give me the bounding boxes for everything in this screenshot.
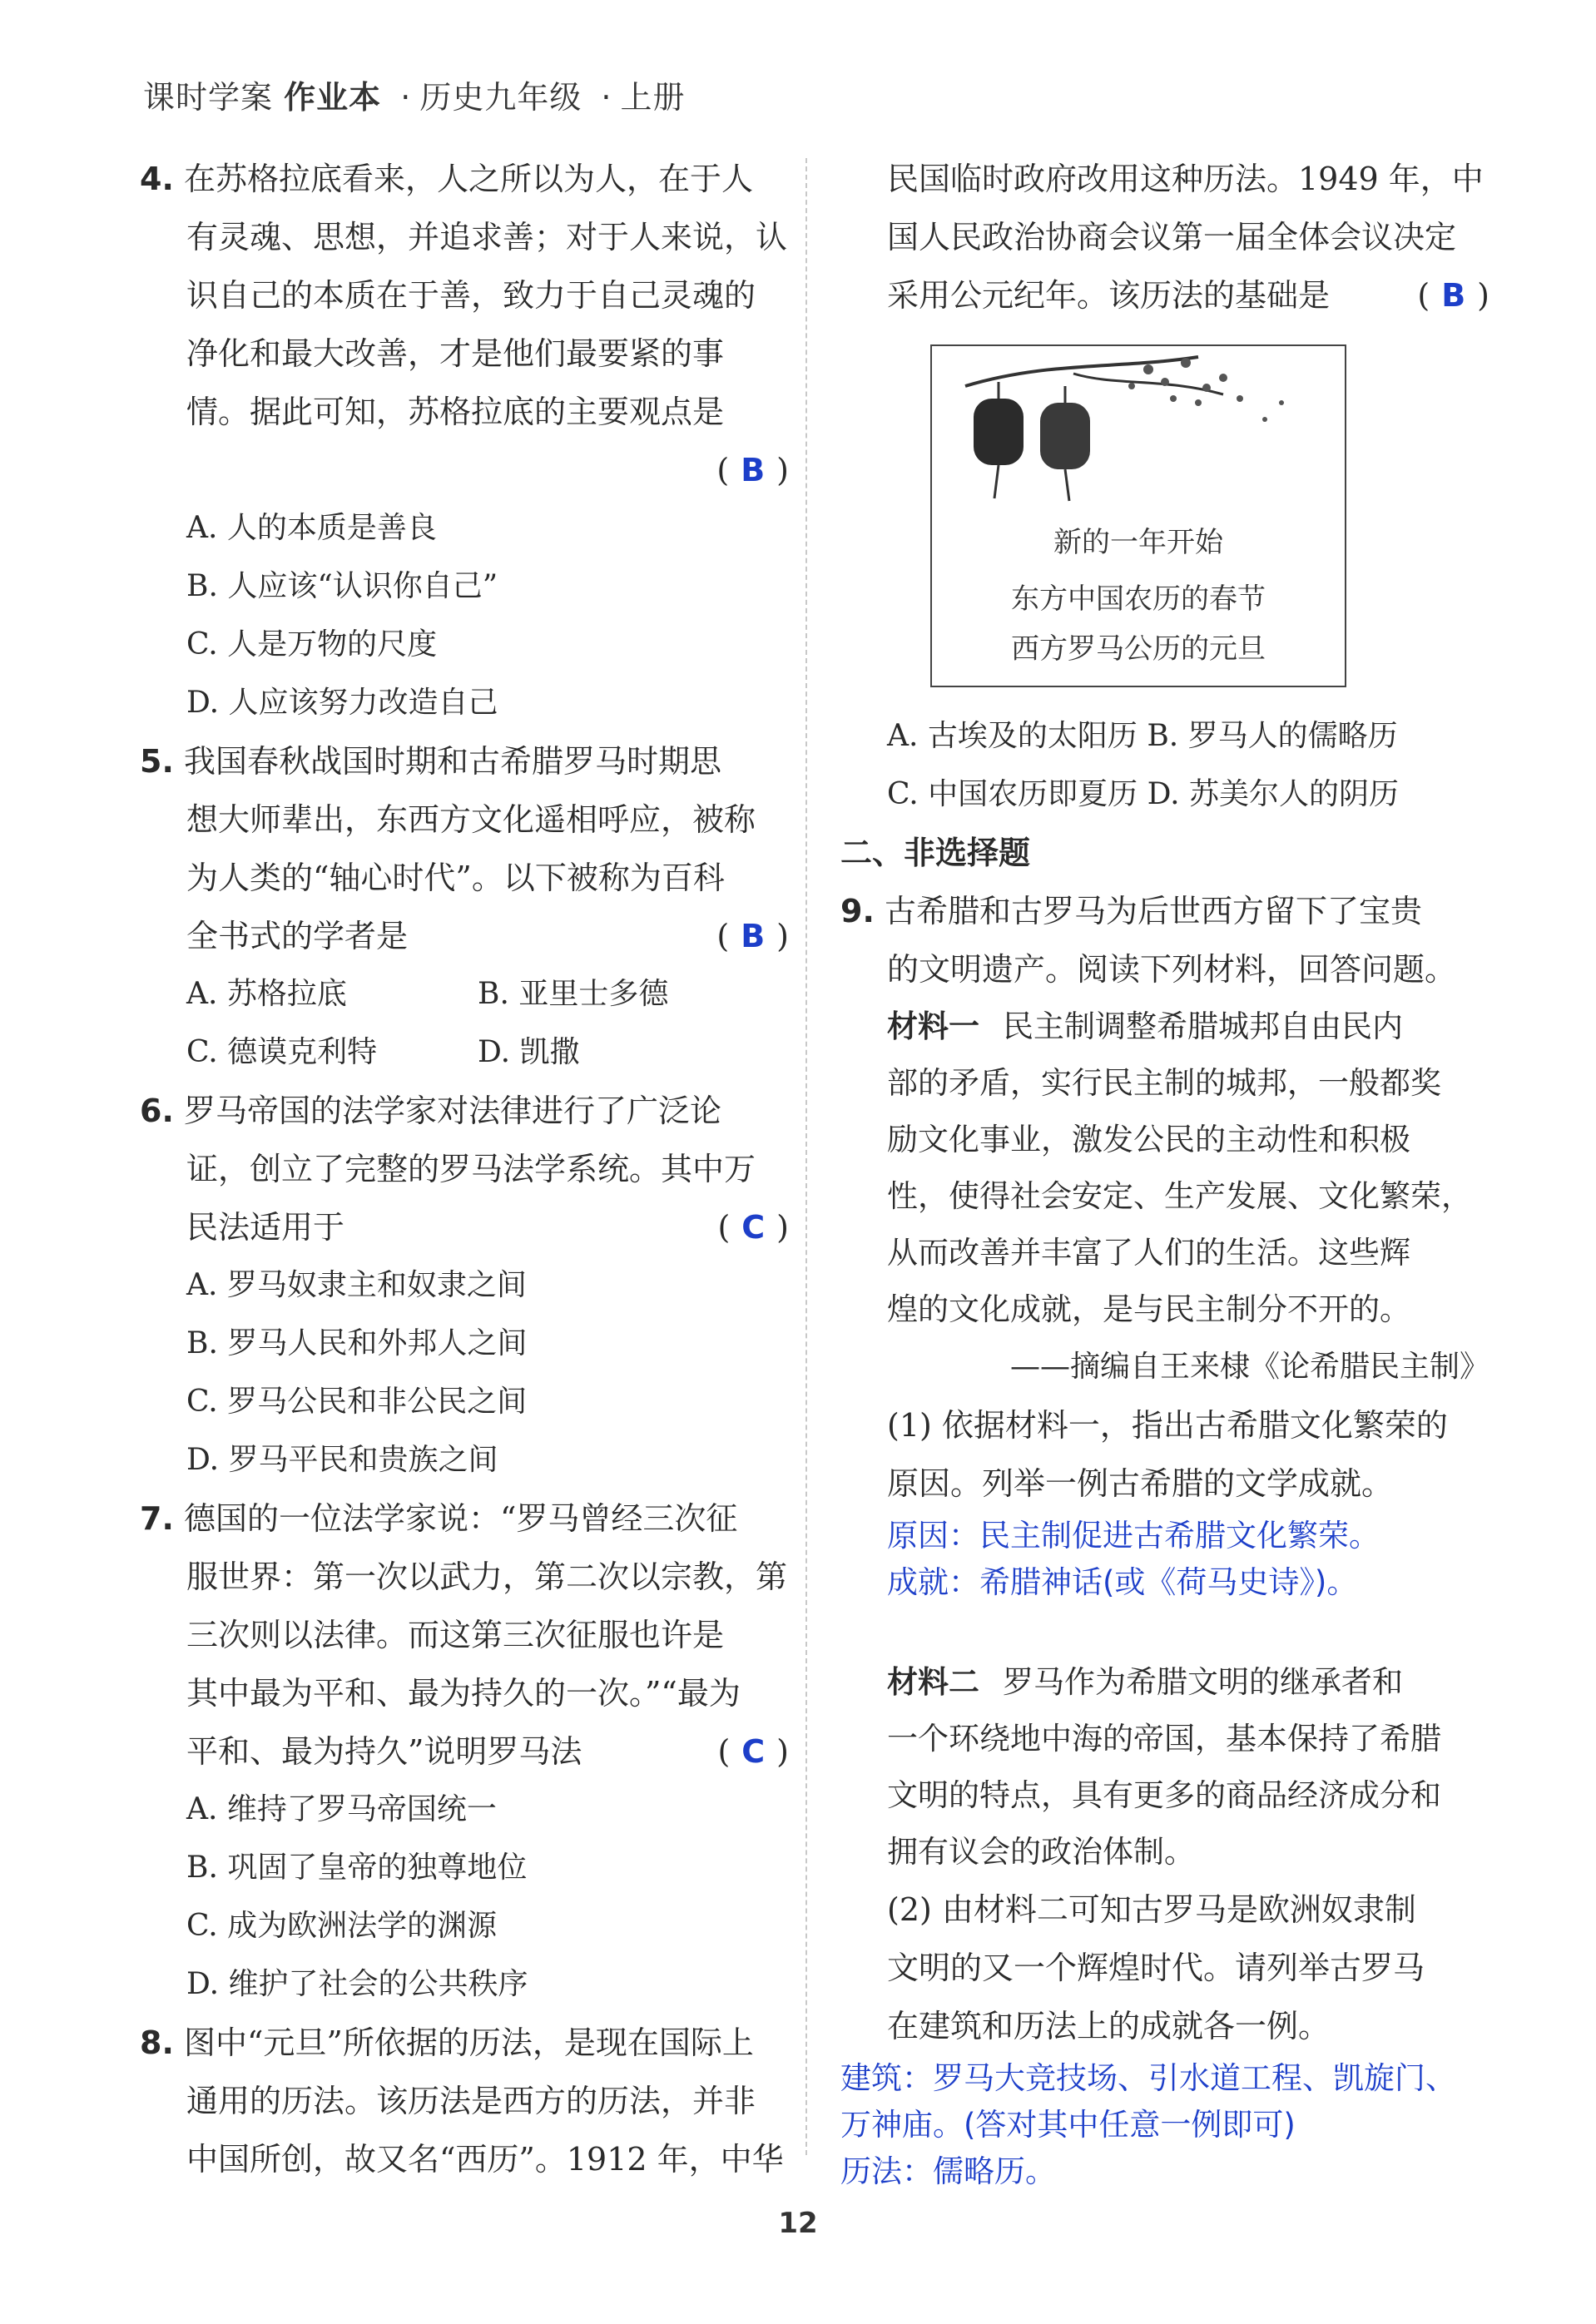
column-divider	[805, 158, 807, 2155]
question-number: 8.	[140, 2024, 174, 2061]
brand-name: 作业本	[284, 79, 382, 116]
answer-text: 成就：希腊神话(或《荷马史诗》)。	[887, 1564, 1358, 1600]
question-text: 中国所创，故又名“西历”。1912 年，中华	[186, 2141, 784, 2178]
sub-question: (2) 由材料二可知古罗马是欧洲奴隶制	[887, 1891, 1416, 1928]
material-text: 文明的特点，具有更多的商品经济成分和	[887, 1777, 1441, 1813]
material-text: 励文化事业，激发公民的主动性和积极	[887, 1122, 1410, 1157]
question-9	[840, 882, 1489, 2195]
question-text: 的文明遗产。阅读下列材料，回答问题。	[887, 951, 1457, 988]
question-text: 其中最为平和、最为持久的一次。”“最为	[186, 1675, 741, 1712]
volume-name: 上册	[620, 79, 686, 116]
question-4	[140, 150, 789, 732]
answer-bracket: ( C )	[717, 1209, 789, 1246]
question-text: 情。据此可知，苏格拉底的主要观点是	[186, 394, 725, 430]
question-text: 净化和最大改善，才是他们最要紧的事	[186, 335, 725, 372]
question-5	[140, 732, 789, 1082]
question-text: 采用公元纪年。该历法的基础是	[887, 277, 1331, 314]
material-text: 从而改善并丰富了人们的生活。这些辉	[887, 1235, 1410, 1271]
header-dot: ·	[601, 79, 612, 116]
question-text: 为人类的“轴心时代”。以下被称为百科	[186, 860, 725, 896]
question-number: 6.	[140, 1093, 174, 1129]
option: B. 亚里士多德	[478, 977, 669, 1011]
question-text: 图中“元旦”所依据的历法，是现在国际上	[183, 2024, 754, 2061]
subject-name: 历史九年级	[419, 79, 582, 116]
page-number: 12	[778, 2207, 818, 2240]
option: C. 中国农历即夏历 D. 苏美尔人的阴历	[887, 777, 1400, 811]
sub-question: 在建筑和历法上的成就各一例。	[887, 2008, 1331, 2044]
option: A. 人的本质是善良	[186, 511, 437, 545]
figure-caption: 西方罗马公历的元旦	[1011, 632, 1266, 666]
question-text: 三次则以法律。而这第三次征服也许是	[186, 1617, 725, 1653]
option: B. 罗马人民和外邦人之间	[186, 1326, 528, 1360]
sub-question: 原因。列举一例古希腊的文学成就。	[887, 1465, 1394, 1502]
option: B. 巩固了皇帝的独尊地位	[186, 1851, 528, 1885]
option: A. 苏格拉底	[186, 977, 347, 1011]
question-number: 9.	[840, 893, 875, 929]
section-title: 二、非选择题	[840, 835, 1031, 871]
option: C. 罗马公民和非公民之间	[186, 1385, 528, 1419]
question-8	[140, 2014, 789, 2188]
question-text: 德国的一位法学家说：“罗马曾经三次征	[183, 1500, 738, 1537]
question-text: 证，创立了完整的罗马法学系统。其中万	[186, 1151, 756, 1187]
question-number: 4.	[140, 161, 174, 197]
answer-text: 历法：儒略历。	[840, 2153, 1056, 2189]
question-text: 民国临时政府改用这种历法。1949 年，中	[887, 161, 1484, 197]
left-column	[140, 150, 789, 2188]
option: A. 维持了罗马帝国统一	[186, 1792, 497, 1826]
page-header	[143, 72, 686, 117]
question-text: 罗马帝国的法学家对法律进行了广泛论	[183, 1093, 721, 1129]
material-text: 一个环绕地中海的帝国，基本保持了希腊	[887, 1721, 1441, 1757]
question-text: 在苏格拉底看来，人之所以为人，在于人	[183, 161, 753, 197]
answer-text: 万神庙。(答对其中任意一例即可)	[840, 2107, 1296, 2143]
answer-bracket: ( B )	[1417, 277, 1489, 314]
question-text: 我国春秋战国时期和古希腊罗马时期思	[183, 743, 721, 780]
question-text: 服世界：第一次以武力，第二次以宗教，第	[186, 1558, 788, 1595]
question-7	[140, 1489, 789, 2014]
question-text: 有灵魂、思想，并追求善；对于人来说，认	[186, 219, 788, 255]
answer-text: 原因：民主制促进古希腊文化繁荣。	[887, 1518, 1380, 1553]
option: D. 罗马平民和贵族之间	[186, 1443, 498, 1477]
material-text: 拥有议会的政治体制。	[887, 1834, 1195, 1870]
option: D. 人应该努力改造自己	[186, 686, 498, 720]
answer-text: 建筑：罗马大竞技场、引水道工程、凯旋门、	[840, 2060, 1456, 2096]
question-text: 平和、最为持久”说明罗马法	[186, 1733, 582, 1770]
material-label: 材料二	[887, 1664, 979, 1700]
right-column	[840, 150, 1489, 2195]
material-text: 部的矛盾，实行民主制的城邦，一般都奖	[887, 1065, 1441, 1101]
answer-choice: B	[1441, 277, 1466, 314]
material-text: 煌的文化成就，是与民主制分不开的。	[887, 1291, 1410, 1327]
question-text: 想大师辈出，东西方文化遥相呼应，被称	[186, 801, 756, 838]
option: D. 维护了社会的公共秩序	[186, 1967, 528, 2001]
sub-question: 文明的又一个辉煌时代。请列举古罗马	[887, 1950, 1425, 1986]
answer-bracket: ( B )	[716, 452, 789, 488]
lantern-plum-blossom-illustration	[949, 353, 1331, 511]
question-text: 民法适用于	[186, 1209, 345, 1246]
series-name: 课时学案	[143, 79, 274, 116]
answer-choice: C	[741, 1209, 766, 1246]
figure-caption: 新的一年开始	[1053, 526, 1223, 559]
question-6	[140, 1082, 789, 1489]
figure-caption: 东方中国农历的春节	[1011, 582, 1266, 616]
option: C. 德谟克利特	[186, 1035, 378, 1069]
material-source: ——摘编自王来棣《论希腊民主制》	[1009, 1350, 1489, 1384]
option: C. 成为欧洲法学的渊源	[186, 1909, 498, 1943]
sub-question: (1) 依据材料一，指出古希腊文化繁荣的	[887, 1407, 1448, 1444]
answer-choice: B	[741, 452, 766, 488]
option: A. 古埃及的太阳历 B. 罗马人的儒略历	[887, 719, 1398, 753]
option: C. 人是万物的尺度	[186, 627, 438, 662]
option: A. 罗马奴隶主和奴隶之间	[186, 1268, 527, 1302]
header-dot: ·	[400, 79, 412, 116]
option: D. 凯撒	[478, 1035, 580, 1069]
answer-choice: B	[741, 918, 766, 954]
question-text: 古希腊和古罗马为后世西方留下了宝贵	[884, 893, 1422, 929]
material-text: 民主制调整希腊城邦自由民内	[1003, 1008, 1403, 1044]
material-text: 性，使得社会安定、生产发展、文化繁荣，	[887, 1178, 1472, 1214]
question-number: 5.	[140, 743, 174, 780]
answer-bracket: ( C )	[717, 1733, 789, 1770]
material-text: 罗马作为希腊文明的继承者和	[1003, 1664, 1403, 1700]
answer-choice: C	[741, 1733, 766, 1770]
question-text: 全书式的学者是	[186, 918, 409, 954]
question-text: 识自己的本质在于善，致力于自己灵魂的	[186, 277, 756, 314]
new-year-figure	[930, 344, 1346, 687]
material-label: 材料一	[887, 1008, 979, 1044]
question-number: 7.	[140, 1500, 174, 1537]
question-text: 国人民政治协商会议第一届全体会议决定	[887, 219, 1457, 255]
option: B. 人应该“认识你自己”	[186, 569, 498, 603]
question-text: 通用的历法。该历法是西方的历法，并非	[186, 2083, 756, 2119]
answer-bracket: ( B )	[716, 918, 789, 954]
